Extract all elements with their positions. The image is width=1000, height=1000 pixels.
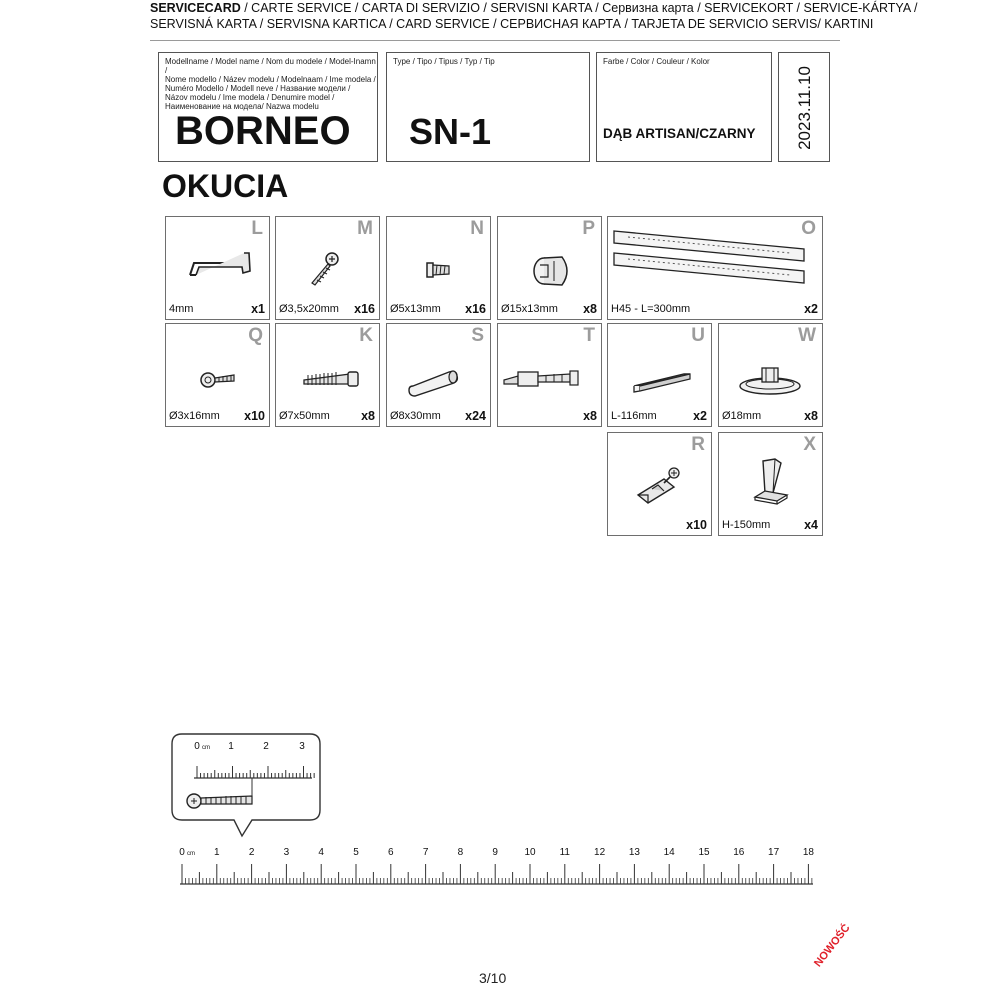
- part-cell-k: [275, 323, 380, 427]
- part-cell-w: [718, 323, 823, 427]
- part-spec: H-150mm: [722, 519, 771, 531]
- callout-ruler-label: 2: [263, 741, 269, 752]
- main-ruler-label: 13: [628, 847, 640, 858]
- model-label-line: Numéro Modello / Modell neve / Название модели /: [165, 84, 351, 93]
- part-cell-p: [497, 216, 602, 320]
- main-ruler-label: 16: [733, 847, 745, 858]
- part-qty: x8: [804, 409, 818, 423]
- model-label-line: Наименование на модела/ Nazwa modelu: [165, 102, 319, 111]
- part-cell-o: [607, 216, 823, 320]
- part-qty: x4: [804, 518, 818, 532]
- callout-ruler-label: 3: [299, 741, 305, 752]
- color-label: Farbe / Color / Couleur / Kolor: [603, 57, 710, 66]
- main-ruler-label: 2: [248, 847, 255, 858]
- part-cell-r: [607, 432, 712, 536]
- part-letter: L: [251, 218, 263, 239]
- date-value: 2023.11.10: [795, 66, 814, 150]
- part-qty: x2: [693, 409, 707, 423]
- callout-ruler-label: 0: [194, 741, 200, 752]
- header-line-2: SERVISNÁ KARTA / SERVISNA KARTICA / CARD SERVICE / СЕРВИСНАЯ КАРТА / TARJETA DE SERVICIO SERVIS/ KARTINI: [150, 17, 874, 31]
- part-letter: S: [471, 325, 484, 346]
- part-cell-n: [386, 216, 491, 320]
- part-spec: Ø18mm: [722, 410, 762, 422]
- part-qty: x10: [244, 409, 265, 423]
- part-spec: Ø3,5x20mm: [279, 303, 339, 315]
- header-line-1-rest: / CARTE SERVICE / CARTA DI SERVIZIO / SERVISNI KARTA / Сервизна карта / SERVICEKORT / SERVICE-KÁRTYA /: [240, 1, 918, 15]
- part-cell-q: [165, 323, 270, 427]
- part-letter: X: [803, 434, 816, 455]
- part-letter: M: [357, 218, 373, 239]
- part-letter: Q: [248, 325, 263, 346]
- main-ruler-label: 0: [179, 847, 185, 858]
- main-ruler-label: 6: [388, 847, 394, 858]
- model-name-label: [165, 57, 377, 111]
- main-ruler-label: 12: [594, 847, 606, 858]
- main-ruler-label: 9: [492, 847, 498, 858]
- part-letter: K: [359, 325, 373, 346]
- callout-ruler-label: 1: [228, 741, 234, 752]
- main-ruler-label: 11: [559, 847, 570, 858]
- type-label: Type / Tipo / Tipus / Typ / Tip: [393, 57, 495, 66]
- part-qty: x16: [465, 302, 486, 316]
- page-number: 3/10: [479, 970, 507, 986]
- color-value: DĄB ARTISAN/CZARNY: [603, 126, 756, 141]
- callout-ruler-unit: cm: [202, 745, 210, 751]
- main-ruler-label: 18: [802, 847, 814, 858]
- part-spec: Ø3x16mm: [169, 410, 220, 422]
- part-qty: x8: [361, 409, 375, 423]
- servicecard-title: SERVICECARD: [150, 1, 241, 15]
- part-cell-t: [497, 323, 602, 427]
- main-ruler-label: 7: [422, 847, 429, 858]
- part-spec: H45 - L=300mm: [611, 303, 691, 315]
- part-qty: x8: [583, 409, 597, 423]
- model-name-box: [158, 52, 378, 162]
- part-qty: x10: [686, 518, 707, 532]
- header-line-1: [150, 1, 917, 15]
- part-qty: x2: [804, 302, 818, 316]
- part-spec: Ø8x30mm: [390, 410, 441, 422]
- model-label-line: Názov modelu / Ime modela / Denumire model /: [165, 93, 335, 102]
- part-spec: Ø5x13mm: [390, 303, 441, 315]
- main-ruler-label: 17: [768, 847, 780, 858]
- main-ruler-ticks: [182, 864, 812, 884]
- type-box: [386, 52, 590, 162]
- part-cell-u: [607, 323, 712, 427]
- section-title: OKUCIA: [162, 168, 289, 204]
- part-letter: T: [583, 325, 595, 346]
- part-spec: Ø15x13mm: [501, 303, 558, 315]
- part-letter: U: [691, 325, 705, 346]
- part-cell-x: [718, 432, 823, 536]
- date-box: [778, 52, 830, 162]
- part-letter: O: [801, 218, 816, 239]
- model-label-line: Nome modello / Název modelu / Modelnaam / Ime modela /: [165, 75, 376, 84]
- main-ruler: [175, 858, 825, 888]
- part-qty: x16: [354, 302, 375, 316]
- main-ruler-label: 10: [524, 847, 536, 858]
- main-ruler-label: 15: [698, 847, 710, 858]
- part-spec: 4mm: [169, 303, 194, 315]
- main-ruler-label: 4: [318, 847, 324, 858]
- color-box: [596, 52, 772, 162]
- new-badge: NOWOŚĆ: [812, 922, 853, 970]
- part-letter: P: [582, 218, 595, 239]
- header-divider: [150, 40, 840, 41]
- part-spec: Ø7x50mm: [279, 410, 330, 422]
- part-cell-m: [275, 216, 380, 320]
- main-ruler-unit: cm: [187, 851, 195, 857]
- model-label-line: Modellname / Model name / Nom du modele / Model-Inamn /: [165, 57, 376, 75]
- part-qty: x8: [583, 302, 597, 316]
- model-name: BORNEO: [175, 109, 351, 153]
- type-value: SN-1: [409, 111, 492, 152]
- main-ruler-label: 8: [457, 847, 464, 858]
- part-spec: L-116mm: [611, 410, 657, 422]
- main-ruler-label: 1: [214, 847, 220, 858]
- part-cell-s: [386, 323, 491, 427]
- main-ruler-label: 5: [353, 847, 359, 858]
- part-qty: x24: [465, 409, 486, 423]
- main-ruler-label: 14: [663, 847, 675, 858]
- part-letter: N: [470, 218, 484, 239]
- main-ruler-label: 3: [283, 847, 290, 858]
- part-letter: R: [691, 434, 705, 455]
- part-letter: W: [798, 325, 816, 346]
- part-cell-l: [165, 216, 270, 320]
- part-qty: x1: [251, 302, 265, 316]
